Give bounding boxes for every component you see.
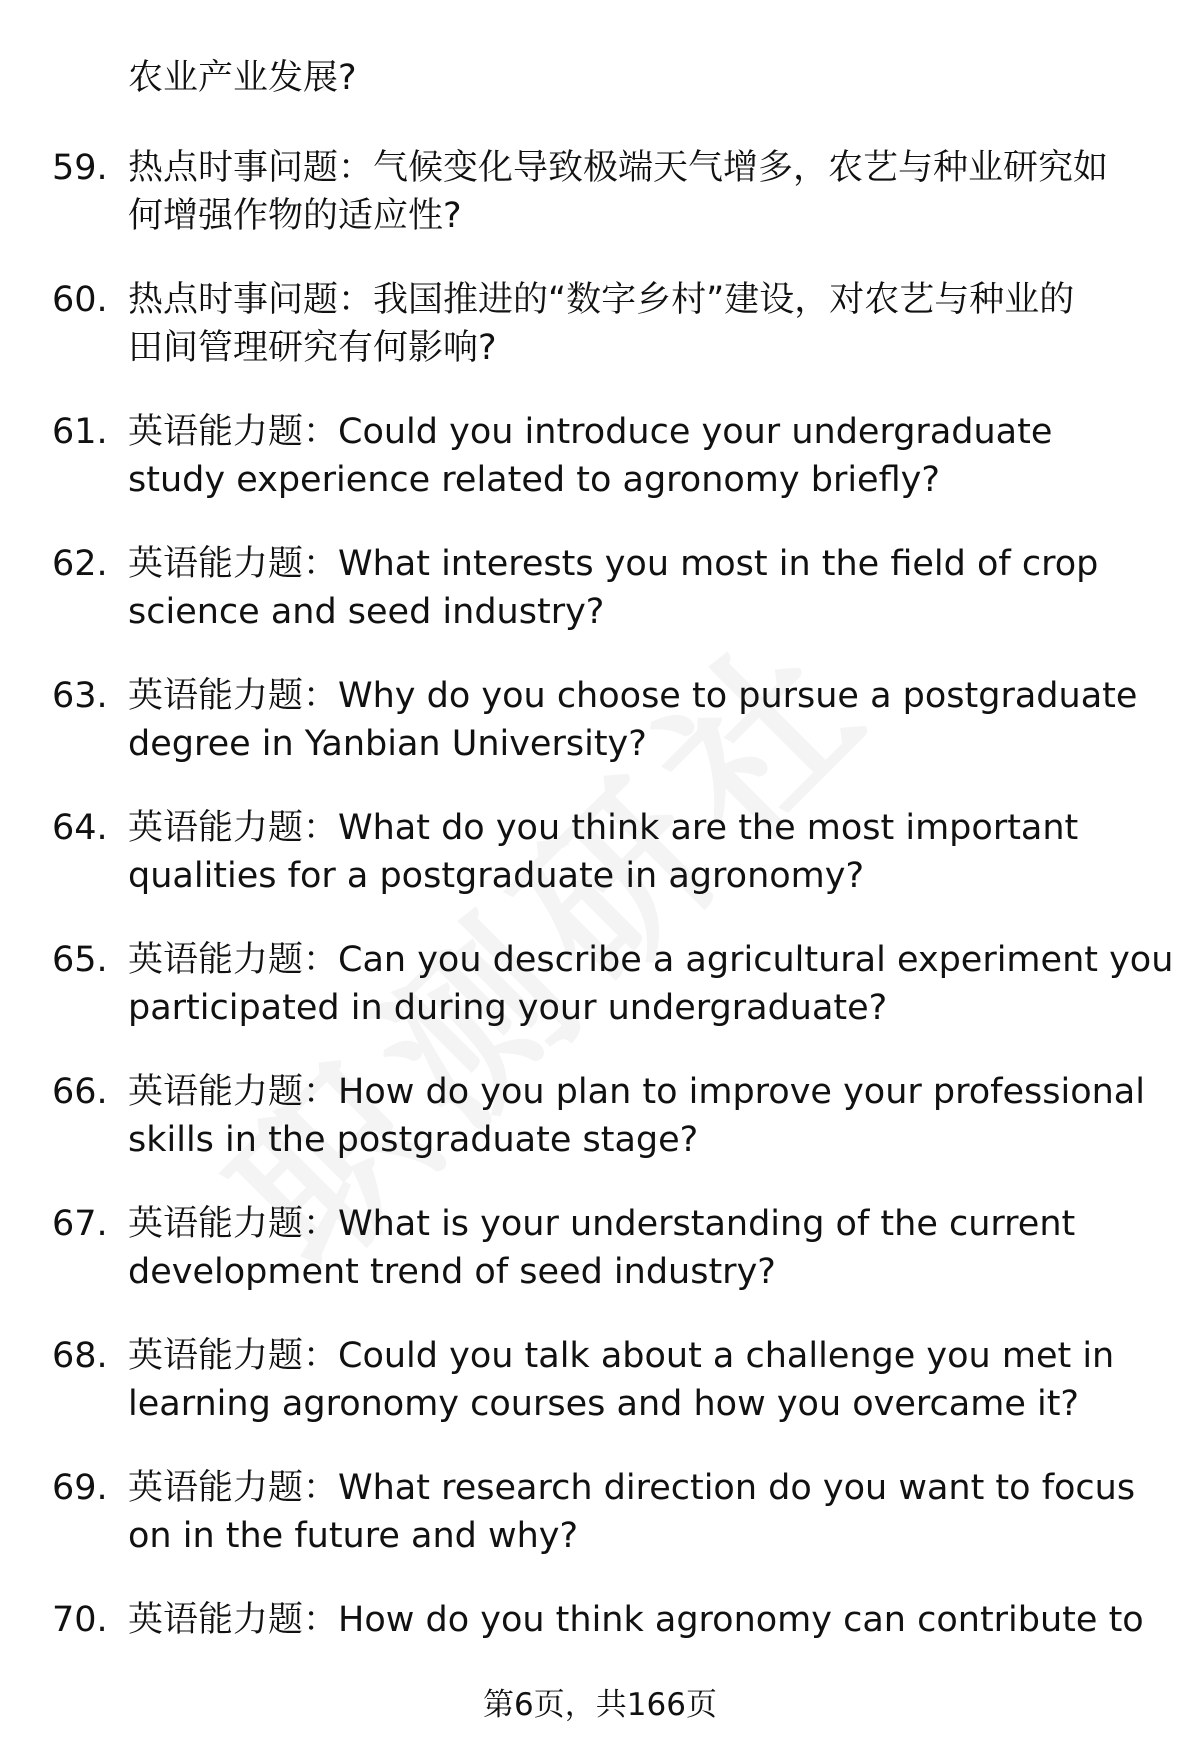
question-line: 英语能力题：What research direction do you want to focus bbox=[128, 1468, 1136, 1508]
question-number: 66. bbox=[52, 1072, 108, 1112]
question-line: learning agronomy courses and how you overcame it? bbox=[128, 1384, 1079, 1424]
question-item bbox=[0, 144, 1200, 276]
question-line: 何增强作物的适应性? bbox=[128, 196, 462, 236]
question-line: 英语能力题：Can you describe a agricultural experiment you bbox=[128, 940, 1174, 980]
question-number: 64. bbox=[52, 808, 108, 848]
question-line: skills in the postgraduate stage? bbox=[128, 1120, 699, 1160]
question-text bbox=[128, 408, 1168, 504]
question-text bbox=[128, 540, 1168, 636]
question-item bbox=[0, 672, 1200, 804]
question-number: 69. bbox=[52, 1468, 108, 1508]
page-footer: 第6页，共166页 bbox=[483, 1687, 717, 1723]
question-number: 65. bbox=[52, 940, 108, 980]
question-text bbox=[128, 936, 1174, 1032]
question-number: 61. bbox=[52, 412, 108, 452]
question-line: 热点时事问题：气候变化导致极端天气增多，农艺与种业研究如 bbox=[128, 148, 1109, 188]
question-item bbox=[0, 1332, 1200, 1464]
question-text bbox=[128, 1464, 1168, 1560]
question-list bbox=[0, 144, 1200, 1728]
question-number: 63. bbox=[52, 676, 108, 716]
question-item bbox=[0, 408, 1200, 540]
question-number: 59. bbox=[52, 148, 108, 188]
question-line: 英语能力题：What do you think are the most important bbox=[128, 808, 1079, 848]
question-line: 英语能力题：Why do you choose to pursue a postgraduate bbox=[128, 676, 1138, 716]
question-item bbox=[0, 804, 1200, 936]
question-text bbox=[128, 1332, 1168, 1428]
question-number: 70. bbox=[52, 1600, 108, 1640]
question-text bbox=[128, 1068, 1168, 1164]
question-item bbox=[0, 1200, 1200, 1332]
question-line: science and seed industry? bbox=[128, 592, 605, 632]
question-text bbox=[128, 144, 1168, 240]
question-line: 热点时事问题：我国推进的“数字乡村”建设，对农艺与种业的 bbox=[128, 280, 1075, 320]
question-item bbox=[0, 1464, 1200, 1596]
question-line: 英语能力题：Could you introduce your undergraduate bbox=[128, 412, 1053, 452]
question-line: development trend of seed industry? bbox=[128, 1252, 776, 1292]
question-line: participated in during your undergraduate? bbox=[128, 988, 888, 1028]
question-line: qualities for a postgraduate in agronomy? bbox=[128, 856, 865, 896]
question-line: 英语能力题：What interests you most in the field of crop bbox=[128, 544, 1099, 584]
question-number: 62. bbox=[52, 544, 108, 584]
question-line: 英语能力题：How do you think agronomy can contribute to bbox=[128, 1600, 1144, 1640]
question-item bbox=[0, 276, 1200, 408]
question-line: 英语能力题：Could you talk about a challenge you met in bbox=[128, 1336, 1115, 1376]
question-line: 田间管理研究有何影响? bbox=[128, 328, 497, 368]
question-number: 67. bbox=[52, 1204, 108, 1244]
question-text bbox=[128, 276, 1168, 372]
question-item bbox=[0, 936, 1200, 1068]
question-text bbox=[128, 804, 1168, 900]
continued-question-text: 农业产业发展? bbox=[128, 58, 357, 98]
question-line: 英语能力题：How do you plan to improve your professional bbox=[128, 1072, 1145, 1112]
question-number: 68. bbox=[52, 1336, 108, 1376]
question-text bbox=[128, 1200, 1168, 1296]
question-text bbox=[128, 672, 1168, 768]
question-item bbox=[0, 540, 1200, 672]
question-line: on in the future and why? bbox=[128, 1516, 579, 1556]
question-line: study experience related to agronomy briefly? bbox=[128, 460, 940, 500]
question-line: 英语能力题：What is your understanding of the current bbox=[128, 1204, 1076, 1244]
question-item bbox=[0, 1068, 1200, 1200]
question-number: 60. bbox=[52, 280, 108, 320]
question-line: degree in Yanbian University? bbox=[128, 724, 647, 764]
question-text bbox=[128, 1596, 1168, 1644]
